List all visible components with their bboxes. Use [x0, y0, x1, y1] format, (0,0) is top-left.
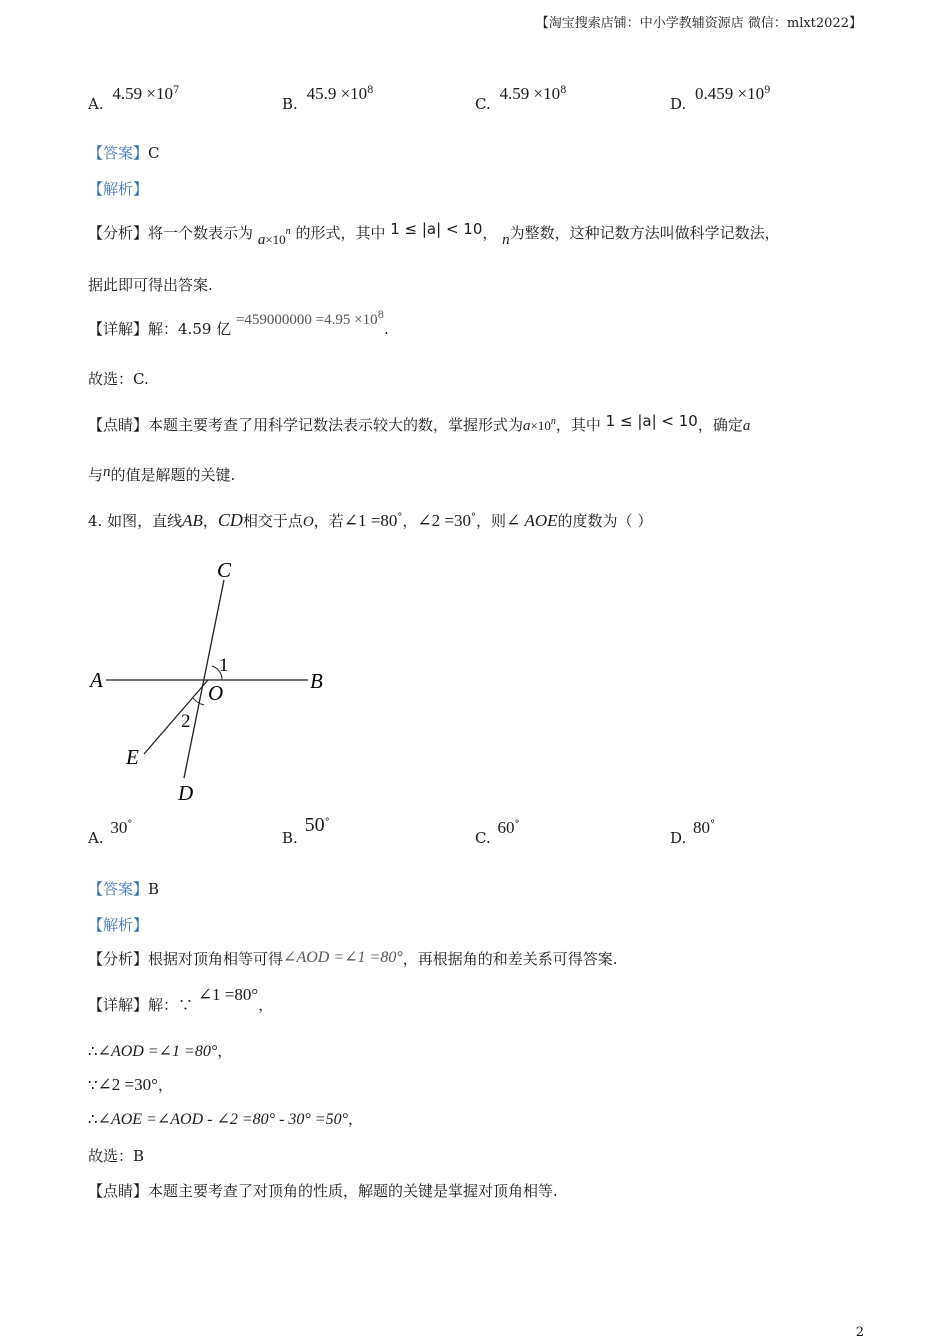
detail-tag: 【详解】 — [88, 996, 149, 1014]
point-inequality: 1 ≤ |a| < 10 — [605, 412, 698, 430]
option-exponent: ° — [514, 819, 520, 830]
q4-step-3 — [88, 1108, 363, 1129]
q4-option-d — [670, 818, 716, 847]
point-math-n: n — [550, 416, 556, 427]
q3-jiexi-tag: 【解析】 — [88, 180, 149, 198]
option-value: 45.9 ×10 — [306, 84, 368, 103]
because-symbol: ∵ — [88, 1076, 98, 1094]
option-value: 80 — [693, 818, 711, 837]
option-letter: C. — [475, 829, 491, 847]
q4-analysis-line — [88, 948, 618, 969]
option-exponent: 9 — [764, 85, 771, 96]
point-text: 本题主要考查了对顶角的性质，解题的关键是掌握对顶角相等. — [148, 1182, 558, 1200]
q3-point-line2 — [88, 464, 235, 485]
label-o: O — [208, 681, 224, 705]
analysis-text: 根据对顶角相等可得 — [148, 950, 284, 968]
q4-option-b — [282, 814, 330, 847]
detail-equation: =459000000 =4.95 ×10 — [235, 312, 378, 328]
q4-jiexi-tag: 【解析】 — [88, 916, 149, 934]
ray-oe — [144, 680, 208, 754]
stem-text: 相交于点 — [242, 512, 303, 530]
label-d: D — [178, 781, 194, 805]
q4-choose: 故选：B — [88, 1147, 145, 1165]
option-value: 0.459 ×10 — [695, 84, 765, 103]
analysis-inequality: 1 ≤ |a| < 10 — [390, 220, 483, 238]
option-exponent: ° — [127, 819, 133, 830]
analysis-tag: 【分析】 — [88, 950, 149, 968]
point-text: 本题主要考查了用科学记数法表示较大的数，掌握形式为 — [148, 416, 524, 434]
therefore-symbol: ∴ — [88, 1042, 98, 1060]
point-tag: 【点睛】 — [88, 416, 149, 434]
point-text: ，确定 — [697, 416, 743, 434]
detail-comma: ， — [258, 996, 274, 1014]
analysis-comma: ， — [482, 224, 498, 242]
stem-text: 4. 如图，直线 — [88, 512, 183, 530]
step-equation: ∠2 =30° — [97, 1075, 158, 1094]
stem-point-o: O — [302, 514, 314, 530]
detail-equation: ∠1 =80° — [197, 985, 259, 1004]
option-value: 30 — [110, 818, 128, 837]
option-exponent: 8 — [560, 85, 567, 96]
label-e: E — [126, 745, 139, 769]
q3-point-line — [88, 414, 750, 435]
step-comma: ， — [157, 1076, 173, 1094]
page-header: 【淘宝搜索店铺：中小学教辅资源店 微信：mlxt2022】 — [535, 16, 862, 31]
option-letter: D. — [670, 829, 687, 847]
stem-text: 的度数为（ ） — [557, 512, 653, 530]
stem-text: ，则 — [475, 512, 506, 530]
analysis-equation: ∠AOD =∠1 =80° — [283, 949, 403, 966]
label-angle-2: 2 — [181, 711, 191, 732]
option-letter: B. — [282, 829, 298, 847]
analysis-math-x10: ×10 — [265, 232, 286, 247]
detail-text: 解：4.59 亿 — [148, 320, 232, 338]
option-letter: D. — [670, 95, 687, 113]
therefore-symbol: ∴ — [88, 1110, 98, 1128]
step-equation: ∠AOE =∠AOD - ∠2 =80° - 30° =50° — [97, 1111, 348, 1128]
answer-value: B — [148, 880, 160, 898]
point-math-a2: a — [742, 418, 751, 434]
analysis-text: 将一个数表示为 — [148, 224, 254, 242]
step-comma: ， — [217, 1042, 233, 1060]
point-math-x10: ×10 — [530, 418, 551, 433]
q3-choose: 故选：C. — [88, 370, 149, 388]
q4-point-line — [88, 1180, 558, 1201]
answer-tag: 【答案】 — [88, 144, 149, 162]
geometry-figure — [80, 550, 350, 810]
q3-analysis-line2: 据此即可得出答案. — [88, 276, 213, 294]
step-comma: ， — [348, 1110, 364, 1128]
stem-angle2: ∠2 =30 — [417, 511, 471, 530]
q3-option-b — [282, 84, 374, 113]
q4-option-a — [88, 818, 133, 847]
option-value: 60 — [497, 818, 515, 837]
step-equation: ∠AOD =∠1 =80° — [97, 1043, 218, 1060]
option-letter: A. — [88, 829, 104, 847]
option-exponent: ° — [324, 817, 330, 828]
analysis-math-a: a — [257, 232, 266, 248]
option-value: 50 — [304, 814, 325, 836]
stem-text: ，若 — [313, 512, 344, 530]
point-math-a: a — [523, 418, 531, 434]
analysis-text: ，再根据角的和差关系可得答案. — [402, 950, 618, 968]
detail-exponent: 8 — [377, 310, 384, 321]
q4-step-2 — [88, 1074, 173, 1095]
point-text: 与 — [88, 466, 104, 484]
analysis-text: 的形式，其中 — [295, 224, 386, 242]
stem-degree: ° — [470, 512, 476, 523]
point-math-n2: n — [103, 464, 111, 480]
option-value: 4.59 ×10 — [499, 84, 561, 103]
q3-answer-line — [88, 142, 160, 163]
stem-text: ， — [402, 512, 418, 530]
option-value: 4.59 ×10 — [112, 84, 173, 103]
stem-angle1: ∠1 =80 — [343, 511, 398, 530]
point-text: 的值是解题的关键. — [110, 466, 236, 484]
label-a: A — [90, 668, 103, 692]
option-exponent: 7 — [172, 85, 180, 96]
detail-text: 解：∵ — [148, 996, 194, 1014]
option-exponent: ° — [710, 819, 716, 830]
label-c: C — [217, 558, 232, 582]
point-tag: 【点睛】 — [88, 1182, 149, 1200]
stem-angle-aoe: ∠ AOE — [506, 511, 558, 530]
option-letter: A. — [88, 95, 104, 113]
detail-period: . — [383, 320, 389, 338]
analysis-text: 为整数，这种记数方法叫做科学记数法， — [509, 224, 780, 242]
q4-detail-line — [88, 985, 274, 1015]
q3-option-d — [670, 84, 771, 113]
answer-tag: 【答案】 — [88, 880, 149, 898]
option-letter: C. — [475, 95, 491, 113]
label-b: B — [310, 669, 323, 693]
q3-option-a — [88, 84, 180, 113]
option-letter: B. — [282, 95, 298, 113]
q4-option-c — [475, 818, 520, 847]
page-number: 2 — [855, 1325, 864, 1340]
label-angle-1: 1 — [219, 655, 229, 676]
q4-stem — [88, 510, 652, 531]
stem-degree: ° — [397, 512, 403, 523]
stem-text: ， — [202, 512, 218, 530]
detail-tag: 【详解】 — [88, 320, 149, 338]
q3-analysis-line — [88, 220, 780, 248]
q4-answer-line — [88, 878, 159, 899]
analysis-math-n2: n — [502, 232, 510, 248]
answer-value: C — [148, 144, 160, 162]
option-exponent: 8 — [367, 85, 374, 96]
analysis-math-n: n — [285, 226, 291, 237]
line-cd — [184, 580, 224, 778]
q4-step-1 — [88, 1040, 232, 1061]
analysis-tag: 【分析】 — [88, 224, 149, 242]
stem-line-cd: CD — [217, 510, 243, 530]
point-text: ，其中 — [555, 416, 601, 434]
q3-option-c — [475, 84, 567, 113]
stem-line-ab: AB — [182, 511, 203, 530]
q3-detail-line — [88, 310, 389, 339]
